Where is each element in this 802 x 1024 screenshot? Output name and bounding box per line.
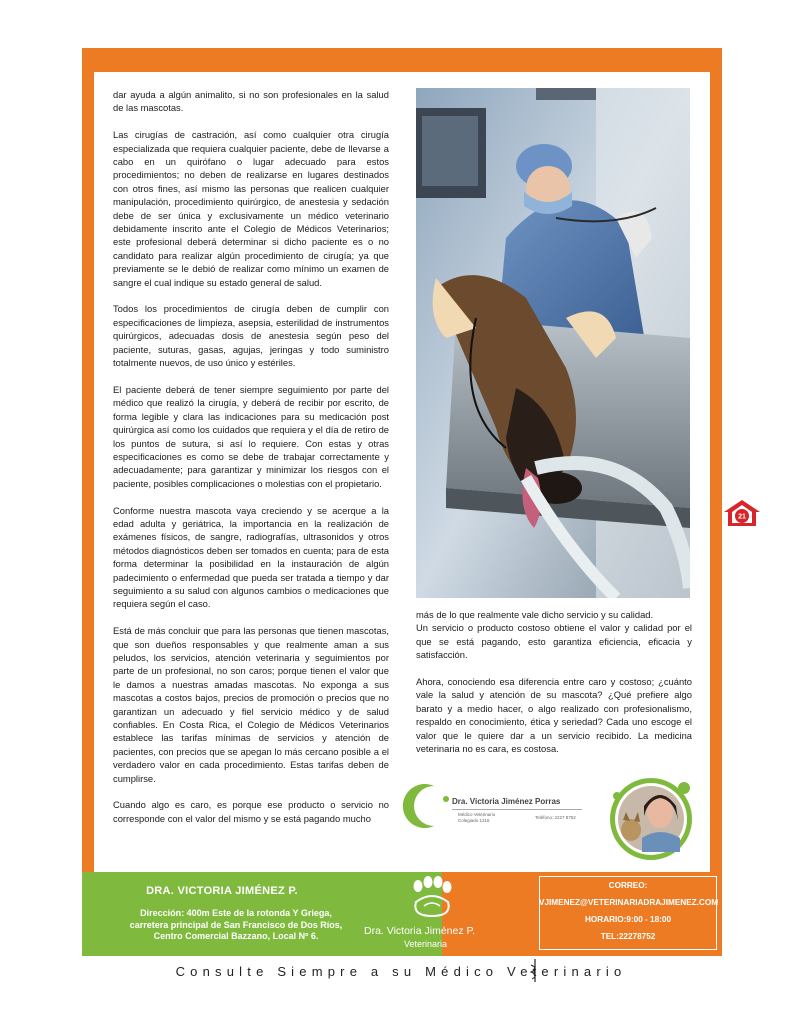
page-number: 21	[738, 513, 746, 521]
footer-doctor-name: DRA. VICTORIA JIMÉNEZ P.	[146, 885, 298, 897]
signature-divider	[452, 809, 582, 810]
doctor-avatar	[604, 776, 698, 862]
paragraph: El paciente deberá de tener siempre seguimiento por parte del médico que realizó la cirugía, y deberá de recibir por escrito, de forma legible y clara las indicaciones para su medicación post quirúrgica así como los cuidados que requiera y el día de retiro de los puntos de sutura, si así lo requiere. Con estas y otras especificaciones es como se debe de trabajar correctamente y adecuadamente; para garantizar y minimizar los riesgos con el paciente, posibles complicaciones o molestias con el propietario.	[113, 383, 389, 489]
paragraph: dar ayuda a algún animalito, si no son profesionales en la salud de las mascotas.	[113, 89, 389, 114]
footer-address	[108, 908, 364, 943]
signature-title	[458, 812, 495, 824]
address-line: Centro Comercial Bazzano, Local Nº 6.	[153, 931, 319, 941]
paragraph: Cuando algo es caro, es porque ese producto o servicio no corresponde con el valor del mismo y se está pagando mucho	[113, 799, 389, 824]
paragraph: Conforme nuestra mascota vaya creciendo y se acerque a la edad adulta y geriátrica, la importancia en la realización de exámenes físicos, de sangre, radiografías, ultrasonidos y otros métodos diagnósticos deben ser tomados en cuenta; para de esta forma determinar la posibilidad en la instauración de algún padecimiento o enfermedad que pueda ser tratada a tiempo y dar seguimiento a su salud con algunos cambios o medicaciones que requiera según el caso.	[113, 504, 389, 610]
footer-brand-sub: Veterinaria	[404, 939, 448, 949]
caduceus-v-icon	[526, 957, 544, 983]
signature-title-line: Colegiado 1316	[458, 818, 490, 823]
address-line: carretera principal de San Francisco de Dos Ríos,	[129, 919, 343, 930]
page-number-badge	[722, 498, 762, 528]
footer-brand-name: Dra. Victoria Jiménez P.	[364, 925, 476, 937]
address-line: Dirección: 400m Este de la rotonda Y Griega,	[140, 908, 332, 918]
hours-text: HORARIO:9:00 - 18:00	[585, 915, 671, 924]
paragraph: Está de más concluir que para las personas que tienen mascotas, que son dueños responsables y que realmente aman a sus peludos, los servicios, atención veterinaria y seguimientos por parte de un profesional, no son caros; porque tienen el valor que le damos a nuestras amadas mascotas. No exponga a sus mascotas a costos bajos, precios de promoción o precios que no garantizan un adecuado y fiel servicio médico y de salud confiables. En Costa Rica, el Colegio de Médicos Veterinarios establece las tarifas mínimas de servicios y atención de pacientes, con precios que se apegan lo más cercano posible a el verdadero valor en cada procedimiento. Estas tarifas deben de cumplirse.	[113, 625, 389, 784]
paragraph: Ahora, conociendo esa diferencia entre caro y costoso; ¿cuánto vale la salud y atención de su mascota? ¿Qué prefiere algo barato y a medio hacer, o algo realizado con profesionalismo, respaldo en conocimiento, ética y seriedad? Cada uno escoge el valor que le quiere dar a un servicio recibido. La medicina veterinaria no es cara, es costosa.	[416, 676, 692, 755]
tagline: Consulte Siempre a su Médico Veterinario	[175, 964, 627, 979]
article-column-left	[113, 88, 389, 839]
paragraph: más de lo que realmente vale dicho servicio y su calidad. Un servicio o producto costoso obtiene el valor y calidad por el que se está pagando, esto garantiza eficiencia, eficacia y satisfacción.	[416, 609, 692, 661]
paragraph: Las cirugías de castración, así como cualquier otra cirugía especializada que requiera cualquier paciente, debe de llevarse a cabo en un quirófano o lugar adecuado para estos procedimientos; no deben de realizarse en lugares destinados con otros fines, así mismo las personas que realicen cualquier manipulación, procedimiento quirúrgico, de anestesia y sedación debe de ser única y exclusivamente un médico veterinario debidamente inscrito ante el Colegio de Médicos Veterinarios; este profesional deberá determinar si dicho paciente es o no candidato para realizar algún procedimiento de cirugía; ya que previamente se le debió de realizar como mínimo un examen de sangre el cual indique su estado general de salud.	[113, 129, 389, 288]
signature-phone: Teléfono: 2227 8752	[535, 815, 576, 820]
surgery-photo	[416, 88, 690, 598]
phone-text: TEL:22278752	[600, 932, 656, 941]
paw-logo-icon	[404, 876, 458, 920]
email-label: CORREO:	[608, 881, 648, 890]
article-column-right	[416, 608, 692, 769]
email-link[interactable]: VJIMENEZ@VETERINARIADRAJIMENEZ.COM	[539, 898, 719, 907]
signature-name: Dra. Victoria Jiménez Porras	[452, 797, 561, 806]
signature-crescent-logo	[400, 782, 600, 830]
signature-title-line: Médico Veterinario	[458, 812, 496, 817]
paragraph: Todos los procedimientos de cirugía deben de cumplir con especificaciones de limpieza, asepsia, esterilidad de instrumentos quirúrgicos, adecuadas dosis de anestesia según peso del paciente, suturas, gasas, agujas, jeringas y todo suministro totalmente nuevos, de uso único y estériles.	[113, 303, 389, 369]
